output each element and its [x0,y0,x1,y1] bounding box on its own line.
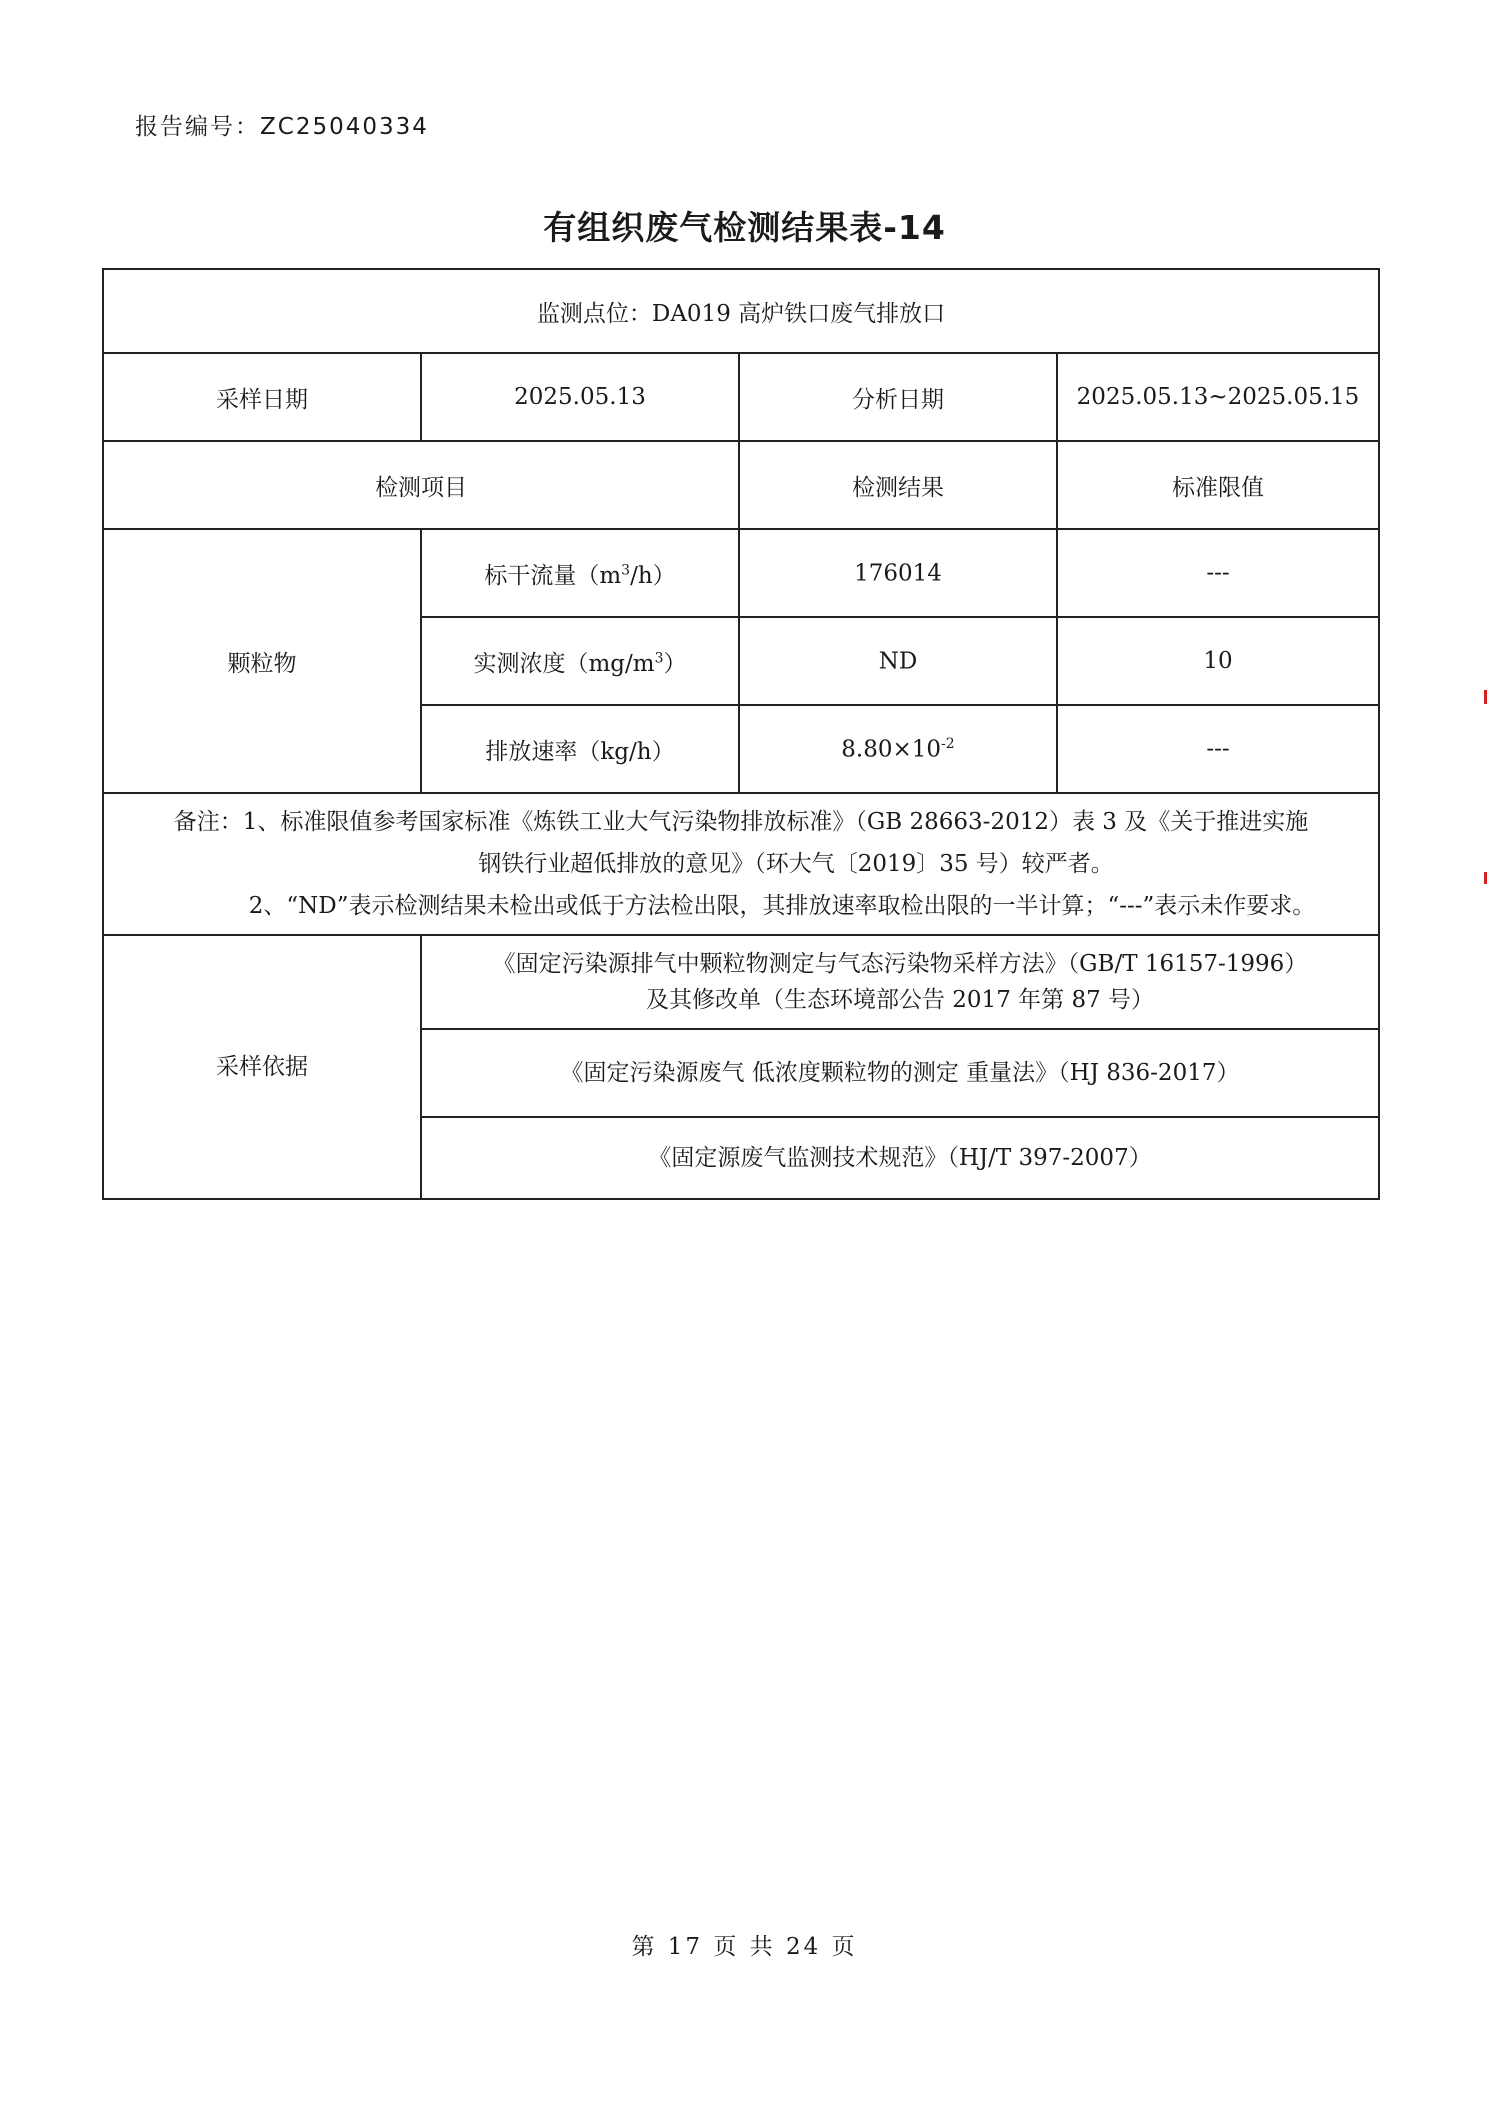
header-row [103,441,1379,529]
edge-mark [1484,690,1487,704]
date-row [103,353,1379,441]
result-superscript: -2 [941,735,955,752]
basis-row [103,935,1379,1029]
report-number-value: ZC25040334 [260,114,429,140]
result-cell [739,529,1057,617]
monitor-point: 监测点位：DA019 高炉铁口废气排放口 [103,269,1379,353]
parameter-superscript: 3 [654,649,664,666]
basis-item [421,935,1379,1029]
note-line-3: 2、“ND”表示检测结果未检出或低于方法检出限，其排放速率取检出限的一半计算；“---”表示未作要求。 [248,893,1316,919]
parameter-label: 标干流量（m [484,562,622,589]
column-header-limit: 标准限值 [1057,441,1379,529]
parameter-label: 排放速率（kg/h） [485,738,675,765]
results-table [102,268,1380,1200]
page-footer: 第 17 页 共 24 页 [631,1934,858,1960]
parameter-cell [421,617,739,705]
limit-value: --- [1057,705,1379,793]
notes-row [103,793,1379,935]
basis-item: 《固定污染源废气 低浓度颗粒物的测定 重量法》（HJ 836-2017） [421,1029,1379,1117]
parameter-cell [421,529,739,617]
notes-cell [103,793,1379,935]
sample-date-label: 采样日期 [103,353,421,441]
pollutant-name: 颗粒物 [103,529,421,793]
monitor-point-row [103,269,1379,353]
column-header-item: 检测项目 [103,441,739,529]
result-value: 8.80×10 [841,736,942,763]
result-cell [739,617,1057,705]
edge-mark [1484,872,1487,884]
note-line-2: 钢铁行业超低排放的意见》（环大气〔2019〕35 号）较严者。 [478,851,1114,877]
sample-date-value: 2025.05.13 [421,353,739,441]
report-number-label: 报告编号： [135,114,260,140]
basis-label: 采样依据 [103,935,421,1199]
parameter-cell [421,705,739,793]
parameter-label-tail: /h） [630,562,676,589]
limit-value: 10 [1057,617,1379,705]
result-cell [739,705,1057,793]
parameter-label: 实测浓度（mg/m [473,650,655,677]
limit-value: --- [1057,529,1379,617]
parameter-label-tail: ） [663,650,687,677]
basis-item: 《固定源废气监测技术规范》（HJ/T 397-2007） [421,1117,1379,1199]
result-value: 176014 [854,560,942,587]
page-title: 有组织废气检测结果表-14 [543,208,946,247]
parameter-superscript: 3 [621,561,631,578]
analysis-date-value: 2025.05.13~2025.05.15 [1057,353,1379,441]
note-line-1: 备注：1、标准限值参考国家标准《炼铁工业大气污染物排放标准》（GB 28663-2012）表 3 及《关于推进实施 [173,809,1309,835]
basis-item-line-2: 及其修改单（生态环境部公告 2017 年第 87 号） [645,987,1155,1013]
analysis-date-label: 分析日期 [739,353,1057,441]
report-number [135,108,429,141]
result-value: ND [878,648,918,675]
column-header-result: 检测结果 [739,441,1057,529]
table-row [103,529,1379,617]
basis-item-line-1: 《固定污染源排气中颗粒物测定与气态污染物采样方法》（GB/T 16157-1996） [492,951,1308,977]
